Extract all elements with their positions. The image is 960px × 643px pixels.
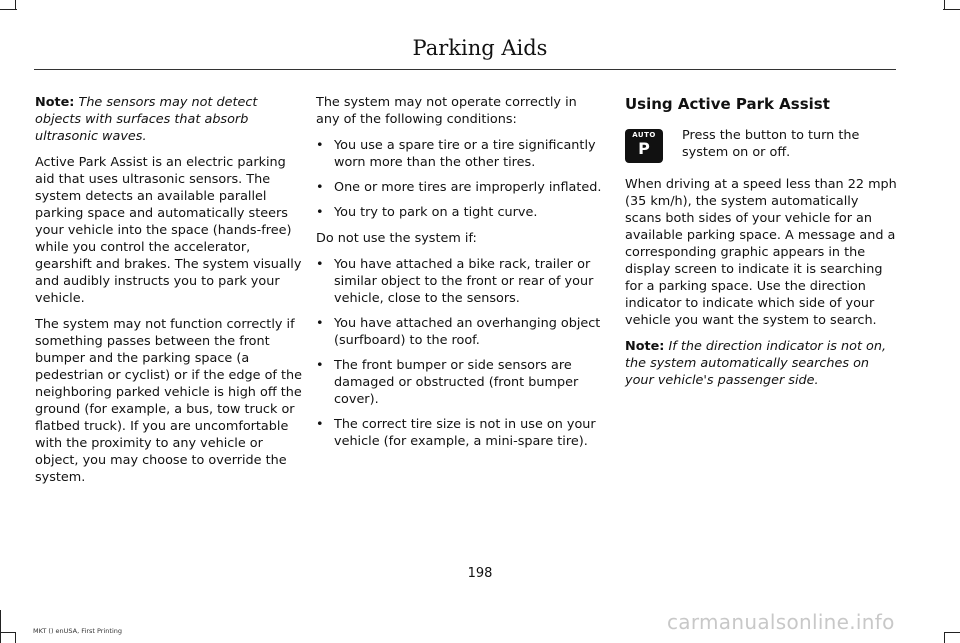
donot-list xyxy=(316,256,602,450)
list-item: • You try to park on a tight curve. xyxy=(316,205,538,220)
button-instruction-text: Press the button to turn the system on or off. xyxy=(682,128,860,160)
conditions-intro: The system may not operate correctly in any of the following conditions: xyxy=(316,95,577,127)
note-label: Note: xyxy=(35,95,75,110)
watermark: carmanualsonline.info xyxy=(667,610,895,634)
bullet: • xyxy=(316,316,324,331)
note-paragraph xyxy=(35,94,305,145)
note-paragraph xyxy=(625,338,897,389)
page-number: 198 xyxy=(467,566,493,581)
bullet: • xyxy=(316,138,324,153)
donot-intro: Do not use the system if: xyxy=(316,231,477,246)
note-text: If the direction indicator is not on, the system automatically searches on your vehicle's passenger side. xyxy=(625,339,887,388)
page-title: Parking Aids xyxy=(412,36,548,60)
list-item: • You have attached a bike rack, trailer or similar object to the front or rear of your vehicle, close to the sensors. xyxy=(316,257,594,306)
crop-mark xyxy=(15,0,16,10)
crop-mark xyxy=(943,9,960,10)
crop-mark xyxy=(944,632,960,633)
note-text: The sensors may not detect objects with surfaces that absorb ultrasonic waves. xyxy=(35,95,258,144)
button-instruction xyxy=(625,127,897,163)
bullet: • xyxy=(316,358,324,373)
function-paragraph: The system may not function correctly if something passes between the front bumper and the parking space (a pedestrian or cyclist) or if the edge of the neighboring parked vehicle is high off the ground (for example, a bus, tow truck or flatbed truck). If you are uncomfortable with the proximity to any vehicle or object, you may choose to override the system. xyxy=(35,317,302,485)
list-item: • The front bumper or side sensors are damaged or obstructed (front bumper cover). xyxy=(316,358,579,407)
section-heading: Using Active Park Assist xyxy=(625,95,830,113)
bullet: • xyxy=(316,205,324,220)
print-info: MKT () enUSA, First Printing xyxy=(33,627,122,635)
crop-mark xyxy=(0,610,1,643)
note-label: Note: xyxy=(625,339,665,354)
bullet: • xyxy=(316,417,324,432)
bullet: • xyxy=(316,257,324,272)
bullet: • xyxy=(316,180,324,195)
crop-mark xyxy=(944,0,945,10)
crop-mark xyxy=(15,632,16,643)
list-item: • You use a spare tire or a tire significantly worn more than the other tires. xyxy=(316,138,596,170)
header-divider xyxy=(34,69,896,70)
crop-mark xyxy=(0,632,16,633)
scan-paragraph: When driving at a speed less than 22 mph (35 km/h), the system automatically scans both sides of your vehicle for an available parking space. A message and a corresponding graphic appears in the display screen to indicate it is searching for a parking space. Use the direction indicator to indicate which side of your vehicle you want the system to search. xyxy=(625,177,897,328)
right-column xyxy=(625,94,897,398)
conditions-list xyxy=(316,137,602,221)
list-item: • One or more tires are improperly inflated. xyxy=(316,180,602,195)
auto-park-icon: AUTO P xyxy=(625,129,663,163)
crop-mark xyxy=(944,632,945,643)
list-item: • You have attached an overhanging object (surfboard) to the roof. xyxy=(316,316,601,348)
left-column xyxy=(35,94,305,495)
middle-column xyxy=(316,94,602,459)
list-item: • The correct tire size is not in use on your vehicle (for example, a mini-spare tire). xyxy=(316,417,596,449)
intro-paragraph: Active Park Assist is an electric parking aid that uses ultrasonic sensors. The system detects an available parallel parking space and automatically steers your vehicle into the space (hands-free) while you control the accelerator, gearshift and brakes. The system visually and audibly instructs you to park your vehicle. xyxy=(35,155,302,306)
